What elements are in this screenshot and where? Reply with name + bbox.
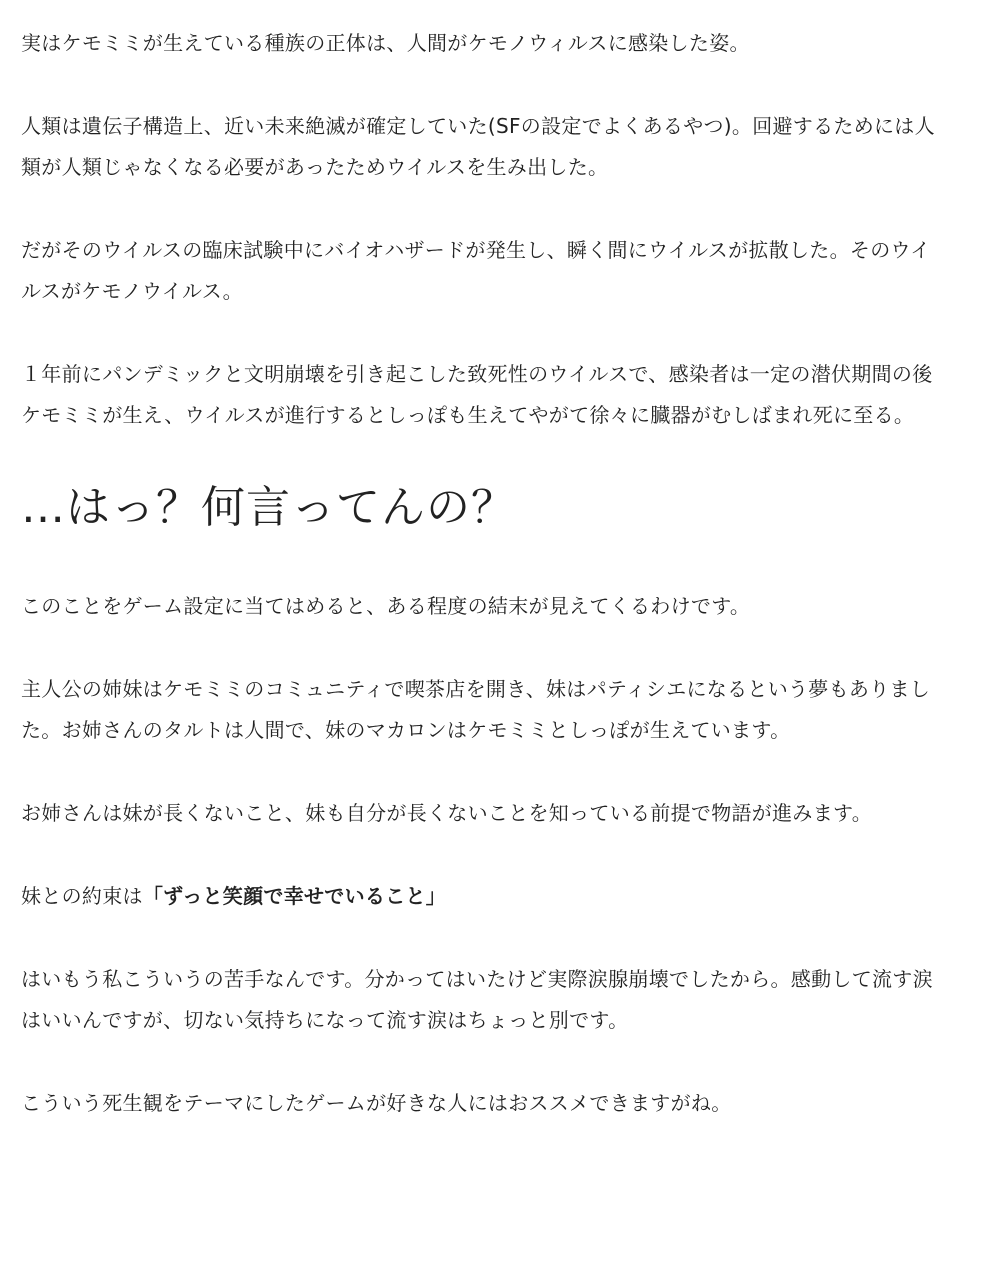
paragraph-biohazard: だがそのウイルスの臨床試験中にバイオハザードが発生し、瞬く間にウイルスが拡散した。そのウイルスがケモノウイルス。 [21, 238, 931, 303]
paragraph-species-truth: 実はケモミミが生えている種族の正体は、人間がケモノウィルスに感染した姿。 [21, 31, 750, 55]
promise-emphasis: 「ずっと笑顔で幸せでいること」 [142, 884, 447, 908]
section-heading: …はっ？何言ってんの？ [21, 482, 516, 533]
paragraph-recommendation: こういう死生観をテーマにしたゲームが好きな人にはおススメできますがね。 [21, 1091, 732, 1115]
paragraph-promise [21, 876, 941, 917]
article-body [21, 23, 941, 1166]
promise-prefix: 妹との約束は [21, 884, 143, 908]
paragraph-sisters: 主人公の姉妹はケモミミのコミュニティで喫茶店を開き、妹はパティシエになるという夢もありました。お姉さんのタルトは人間で、妹のマカロンはケモミミとしっぽが生えています。 [21, 677, 931, 742]
paragraph-extinction: 人類は遺伝子構造上、近い未来絶滅が確定していた(SFの設定でよくあるやつ)。回避するためには人類が人類じゃなくなる必要があったためウイルスを生み出した。 [21, 114, 935, 179]
paragraph-game-setting: このことをゲーム設定に当てはめると、ある程度の結末が見えてくるわけです。 [21, 594, 751, 618]
paragraph-premise: お姉さんは妹が長くないこと、妹も自分が長くないことを知っている前提で物語が進みます。 [21, 801, 872, 825]
paragraph-tears: はいもう私こういうの苦手なんです。分かってはいたけど実際涙腺崩壊でしたから。感動して流す涙はいいんですが、切ない気持ちになって流す涙はちょっと別です。 [21, 967, 933, 1032]
paragraph-pandemic: １年前にパンデミックと文明崩壊を引き起こした致死性のウイルスで、感染者は一定の潜伏期間の後ケモミミが生え、ウイルスが進行するとしっぽも生えてやがて徐々に臓器がむしばまれ死に至る。 [21, 362, 933, 427]
